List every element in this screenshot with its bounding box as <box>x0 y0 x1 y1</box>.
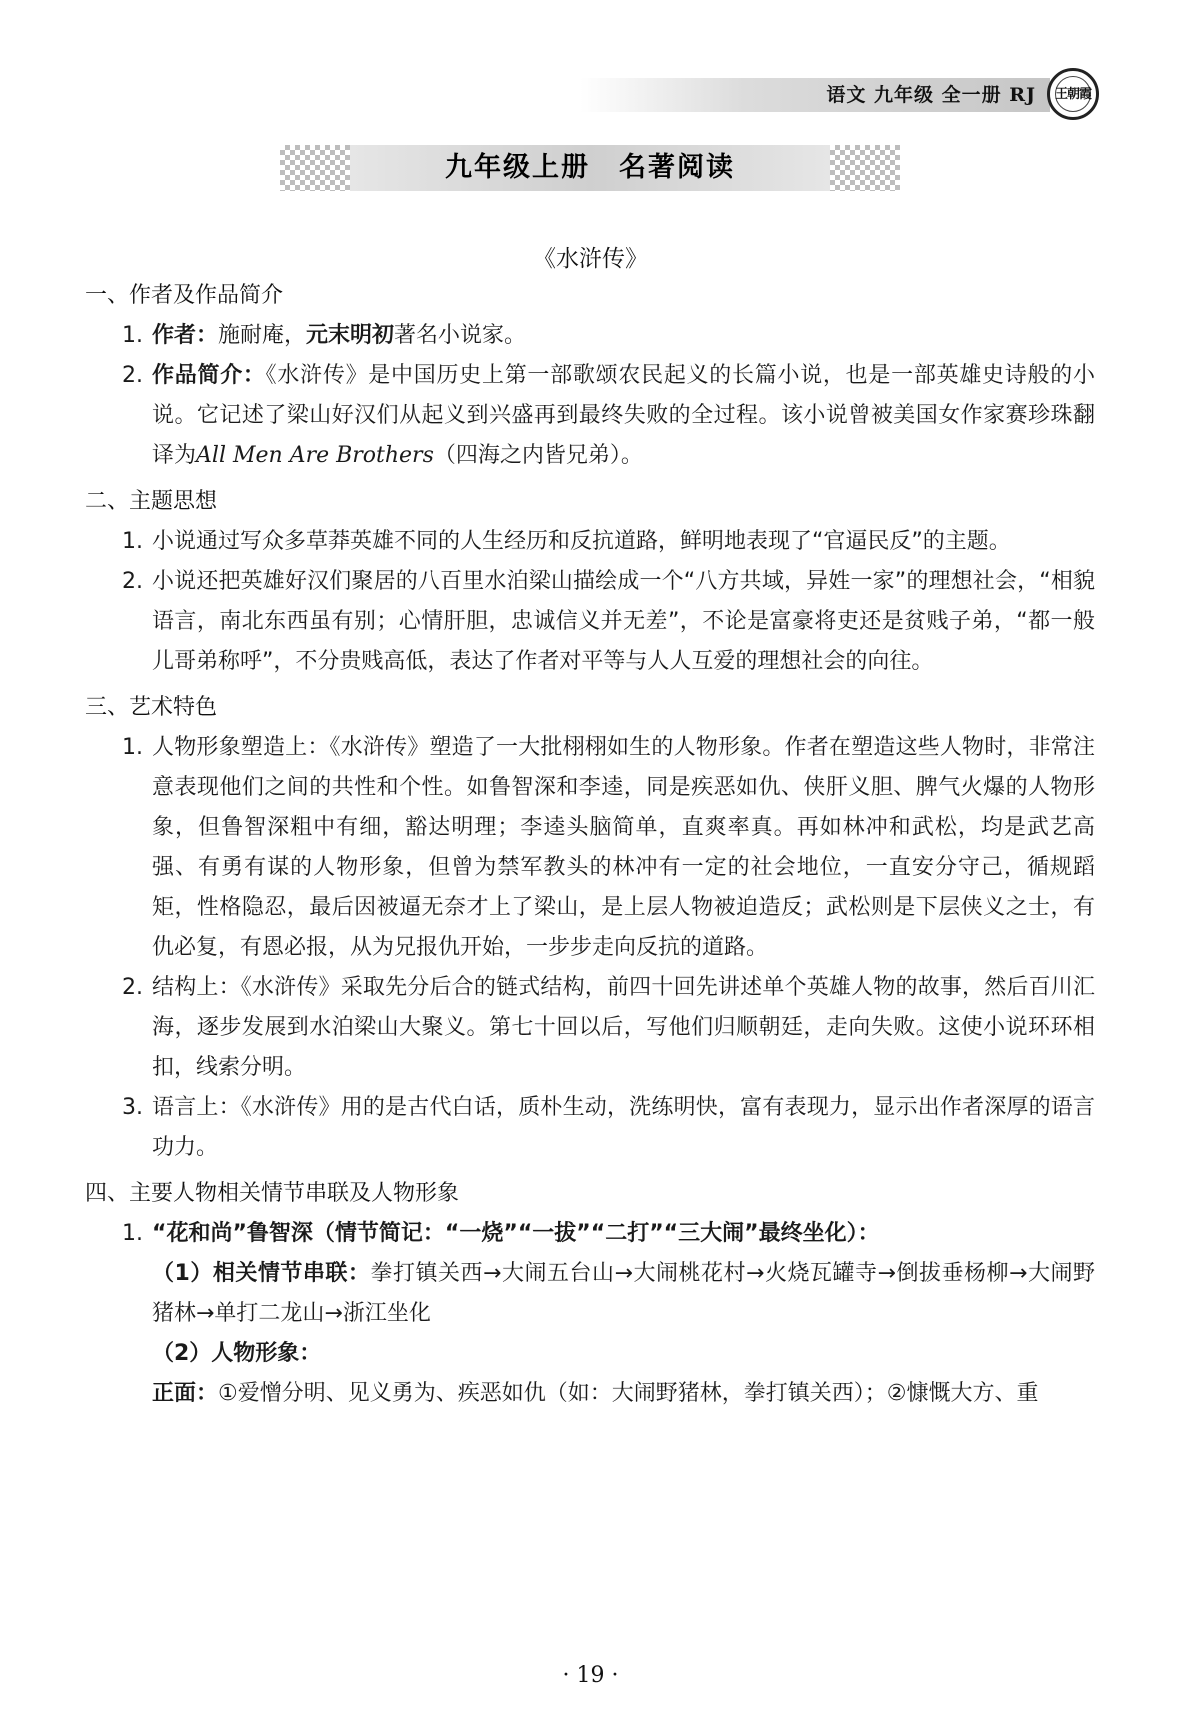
book-title: 《水浒传》 <box>533 246 648 272</box>
section-author-intro <box>85 276 1095 476</box>
item-number: 2. <box>122 975 143 1000</box>
sub-paragraph <box>85 1374 1095 1414</box>
section-banner <box>280 145 900 191</box>
list-item <box>85 522 1095 562</box>
item-text: 小说通过写众多草莽英雄不同的人生经历和反抗道路，鲜明地表现了“官逼民反”的主题。 <box>152 529 1011 554</box>
section-theme <box>85 482 1095 682</box>
item-number: 2. <box>122 569 143 594</box>
item-text: “花和尚”鲁智深（情节简记：“一烧”“一拔”“二打”“三大闹”最终坐化）： <box>152 1221 880 1246</box>
item-number: 1. <box>122 323 143 348</box>
sub-label: （2）人物形象： <box>152 1341 322 1366</box>
running-header: 语文 九年级 全一册 RJ <box>826 84 1036 106</box>
sub-text: ①爱憎分明、见义勇为、疾恶如仇（如：大闹野猪林，拳打镇关西）；②慷慨大方、重 <box>218 1381 1039 1406</box>
seal-mark: 王朝霞 <box>1054 87 1091 102</box>
sub-label: （1）相关情节串联： <box>152 1261 371 1286</box>
item-text: 语言上：《水浒传》用的是古代白话，质朴生动，洗练明快，富有表现力，显示出作者深厚的语言功力。 <box>152 1095 1095 1160</box>
item-text: 施耐庵， <box>218 323 307 348</box>
section-heading: 四、主要人物相关情节串联及人物形象 <box>85 1181 460 1206</box>
publisher-seal-logo <box>1047 68 1099 120</box>
item-bold-text: 元末明初 <box>306 323 395 348</box>
english-title: All Men Are Brothers <box>196 443 434 468</box>
section-heading: 一、作者及作品简介 <box>85 283 284 308</box>
sub-label: 正面： <box>152 1381 219 1406</box>
sub-text: 拳打镇关西→大闹五台山→大闹桃花村→火烧瓦罐寺→倒拔垂杨柳→大闹野猪林→单打二龙山→浙江坐化 <box>152 1261 1096 1326</box>
sub-paragraph <box>85 1334 1095 1374</box>
sub-paragraph <box>85 1254 1095 1334</box>
list-item <box>85 356 1095 476</box>
item-text: （四海之内皆兄弟）。 <box>433 443 643 468</box>
item-text: 人物形象塑造上：《水浒传》塑造了一大批栩栩如生的人物形象。作者在塑造这些人物时，非常注意表现他们之间的共性和个性。如鲁智深和李逵，同是疾恶如仇、侠肝义胆、脾气火爆的人物形象，但鲁智深粗中有细，豁达明理；李逵头脑简单，直爽率真。再如林冲和武松，均是武艺高强、有勇有谋的人物形象，但曾为禁军教头的林冲有一定的社会地位，一直安分守己，循规蹈矩，性格隐忍，最后因被逼无奈才上了梁山，是上层人物被迫造反；武松则是下层侠义之士，有仇必复，有恩必报，从为兄报仇开始，一步步走向反抗的道路。 <box>152 735 1095 960</box>
item-label: 作者： <box>152 323 219 348</box>
list-item <box>85 1214 1095 1254</box>
list-item <box>85 968 1095 1088</box>
item-number: 1. <box>122 735 143 760</box>
item-number: 1. <box>122 1221 143 1246</box>
page-number: · 19 · <box>562 1663 619 1688</box>
item-number: 3. <box>122 1095 143 1120</box>
list-item <box>85 316 1095 356</box>
list-item <box>85 562 1095 682</box>
item-number: 1. <box>122 529 143 554</box>
section-heading: 二、主题思想 <box>85 489 218 514</box>
item-text: 著名小说家。 <box>394 323 527 348</box>
list-item <box>85 1088 1095 1168</box>
section-characters <box>85 1174 1095 1414</box>
main-content <box>85 270 1095 1414</box>
banner-title: 九年级上册 名著阅读 <box>350 145 830 191</box>
section-art-features <box>85 688 1095 1168</box>
item-text: 《水浒传》是中国历史上第一部歌颂农民起义的长篇小说，也是一部英雄史诗般的小说。它记述了梁山好汉们从起义到兴盛再到最终失败的全过程。该小说曾被美国女作家赛珍珠翻译为 <box>152 363 1095 468</box>
item-text: 小说还把英雄好汉们聚居的八百里水泊梁山描绘成一个“八方共域，异姓一家”的理想社会，“相貌语言，南北东西虽有别；心情肝胆，忠诚信义并无差”，不论是富豪将吏还是贫贱子弟，“都一般儿哥弟称呼”，不分贵贱高低，表达了作者对平等与人人互爱的理想社会的向往。 <box>152 569 1095 674</box>
section-heading: 三、艺术特色 <box>85 695 218 720</box>
item-number: 2. <box>122 363 143 388</box>
item-text: 结构上：《水浒传》采取先分后合的链式结构，前四十回先讲述单个英雄人物的故事，然后百川汇海，逐步发展到水泊梁山大聚义。第七十回以后，写他们归顺朝廷，走向失败。这使小说环环相扣，线索分明。 <box>152 975 1095 1080</box>
list-item <box>85 728 1095 968</box>
item-label: 作品简介： <box>152 363 266 388</box>
